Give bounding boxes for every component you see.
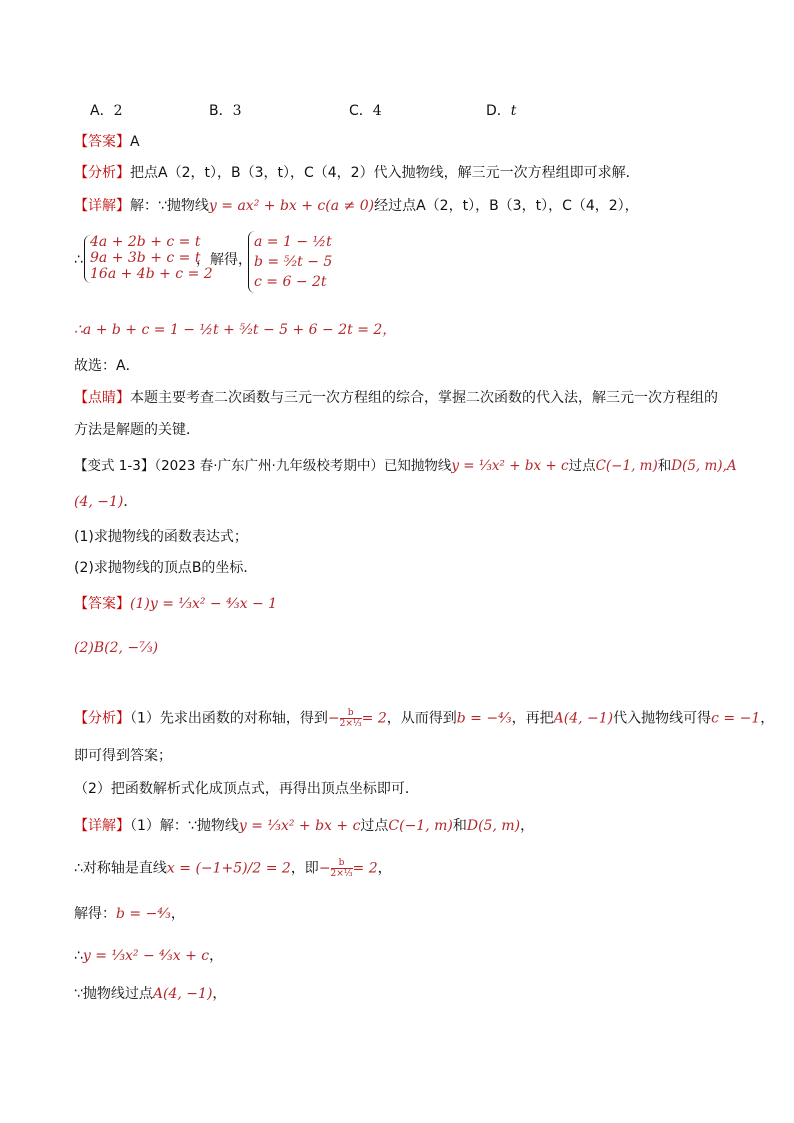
q2-title-cont: (4, −1)．	[74, 494, 138, 510]
q1-detail: 【详解】解：∵抛物线y = ax² + bx + c(a ≠ 0)经过点A（2，t），B（3，t），C（4，2），	[74, 198, 639, 214]
q2-detail-y: ∴y = ⅓x² − ⁴⁄₃x + c，	[74, 948, 224, 964]
q2-sub2: (2)求抛物线的顶点B的坐标．	[74, 560, 258, 576]
option-b: B．3	[209, 103, 242, 119]
q2-answer-2: (2)B(2, −⁷⁄₃)	[74, 640, 159, 656]
q1-comment: 【点睛】本题主要考查二次函数与三元一次方程组的综合，掌握二次函数的代入法，解三元一次方程组的	[74, 390, 718, 406]
q2-analysis-part2: （2）把函数解析式化成顶点式，再得出顶点坐标即可．	[74, 781, 419, 797]
choose-line: 故选：A．	[74, 358, 140, 374]
system-right: a = 1 − ½t b = ⁵⁄₂t − 5 c = 6 − 2t	[254, 234, 333, 290]
solve-word: ，解得，	[196, 252, 252, 268]
fraction-b-2: $\frac{b}{\text{2×⅓}}$	[330, 858, 353, 879]
q1-answer: 【答案】A	[74, 134, 140, 150]
q1-analysis: 【分析】把点A（2，t），B（3，t），C（4，2）代入抛物线，解三元一次方程组即可求解．	[74, 165, 640, 181]
option-a: A．2	[90, 103, 123, 119]
q2-detail-solve: 解得：b = −⁴⁄₃，	[74, 906, 185, 922]
therefore-sign: ∴	[74, 252, 83, 268]
q2-sub1: (1)求抛物线的函数表达式；	[74, 529, 248, 545]
system-left: 4a + 2b + c = t 9a + 3b + c = t 16a + 4b + c = 2	[90, 234, 213, 282]
q1-comment-cont: 方法是解题的关键．	[74, 422, 200, 438]
q2-answer: 【答案】(1)y = ⅓x² − ⁴⁄₃x − 1	[74, 596, 278, 612]
option-c: C．4	[349, 103, 382, 119]
q2-detail-pass: ∵抛物线过点A(4, −1)，	[74, 986, 227, 1002]
q2-analysis: 【分析】（1）先求出函数的对称轴，得到− $\frac{b}{\text{2×⅓}}$ = 2，从而得到b = −⁴⁄₃，再把A(4, −1)代入抛物线可得c = −1，	[74, 708, 775, 729]
q2-detail-axis: ∴对称轴是直线x = (−1+5)/2 = 2，即− $\frac{b}{\text{2×⅓}}$ = 2，	[74, 858, 392, 879]
option-d: D．t	[486, 103, 517, 119]
sum-line: ∴a + b + c = 1 − ½t + ⁵⁄₂t − 5 + 6 − 2t = 2，	[74, 322, 397, 338]
q2-analysis-cont: 即可得到答案；	[74, 748, 172, 764]
fraction-b: $\frac{b}{\text{2×⅓}}$	[339, 708, 362, 729]
q2-detail: 【详解】（1）解：∵抛物线y = ⅓x² + bx + c过点C(−1, m)和D(5, m)，	[74, 818, 535, 834]
q2-title: 【变式 1-3】（2023 春·广东广州·九年级校考期中）已知抛物线y = ⅓x² + bx + c过点C(−1, m)和D(5, m),A	[74, 458, 737, 474]
